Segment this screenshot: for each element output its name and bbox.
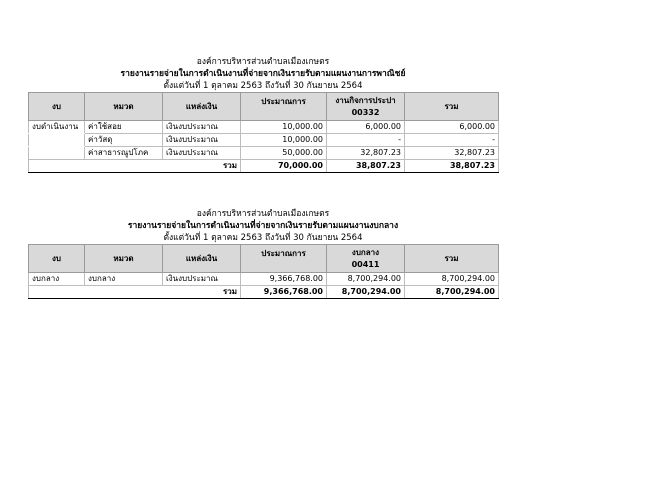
cell-total: 6,000.00 [405,121,499,134]
cell-group [29,134,85,147]
cell-amount: 8,700,294.00 [327,273,405,286]
cell-category: งบกลาง [85,273,163,286]
cell-amount: 32,807.23 [327,147,405,160]
table-row [29,147,499,160]
total-label: รวม [29,160,241,173]
cell-total: 8,700,294.00 [405,273,499,286]
cell-amount: 6,000.00 [327,121,405,134]
report-central-budget [28,208,498,299]
header-category: หมวด [85,93,163,121]
report-title: รายงานรายจ่ายในการดำเนินงานที่จ่ายจากเงินรายรับตามแผนงานการพาณิชย์ [120,69,406,79]
header-category: หมวด [85,245,163,273]
header-group: งบ [29,245,85,273]
total-estimate: 9,366,768.00 [241,286,327,299]
report-commerce [28,56,498,173]
header-estimate: ประมาณการ [241,245,327,273]
report-title: รายงานรายจ่ายในการดำเนินงานที่จ่ายจากเงินรายรับตามแผนงานงบกลาง [127,221,399,231]
header-program-code: 00332 [351,107,380,117]
total-amount: 38,807.23 [327,160,405,173]
total-label: รวม [29,286,241,299]
expense-table [28,92,499,173]
total-estimate: 70,000.00 [241,160,327,173]
cell-category: ค่าใช้สอย [85,121,163,134]
total-row [29,286,499,299]
report-header [28,208,498,244]
table-row [29,121,499,134]
header-program-name: งบกลาง [351,247,380,257]
org-name: องค์การบริหารส่วนตำบลเมืองเกษตร [196,57,330,67]
cell-amount: - [327,134,405,147]
header-source: แหล่งเงิน [163,93,241,121]
total-sum: 8,700,294.00 [405,286,499,299]
header-program [327,93,405,121]
total-sum: 38,807.23 [405,160,499,173]
cell-estimate: 10,000.00 [241,121,327,134]
header-total: รวม [405,93,499,121]
total-amount: 8,700,294.00 [327,286,405,299]
header-total: รวม [405,245,499,273]
header-program-code: 00411 [351,259,380,269]
cell-total: - [405,134,499,147]
org-name: องค์การบริหารส่วนตำบลเมืองเกษตร [196,209,330,219]
report-period: ตั้งแต่วันที่ 1 ตุลาคม 2563 ถึงวันที่ 30 กันยายน 2564 [163,233,363,243]
report-header [28,56,498,92]
cell-total: 32,807.23 [405,147,499,160]
cell-estimate: 50,000.00 [241,147,327,160]
cell-group: งบดำเนินงาน [29,121,85,134]
cell-estimate: 10,000.00 [241,134,327,147]
cell-category: ค่าวัสดุ [85,134,163,147]
header-program-name: งานกิจการประปา [335,95,396,105]
report-period: ตั้งแต่วันที่ 1 ตุลาคม 2563 ถึงวันที่ 30 กันยายน 2564 [163,81,363,91]
cell-source: เงินงบประมาณ [163,121,241,134]
header-program [327,245,405,273]
cell-group [29,147,85,160]
header-source: แหล่งเงิน [163,245,241,273]
expense-table [28,244,499,299]
table-row [29,134,499,147]
cell-source: เงินงบประมาณ [163,273,241,286]
cell-group: งบกลาง [29,273,85,286]
cell-source: เงินงบประมาณ [163,134,241,147]
header-estimate: ประมาณการ [241,93,327,121]
cell-estimate: 9,366,768.00 [241,273,327,286]
table-row [29,273,499,286]
header-group: งบ [29,93,85,121]
cell-source: เงินงบประมาณ [163,147,241,160]
total-row [29,160,499,173]
cell-category: ค่าสาธารณูปโภค [85,147,163,160]
